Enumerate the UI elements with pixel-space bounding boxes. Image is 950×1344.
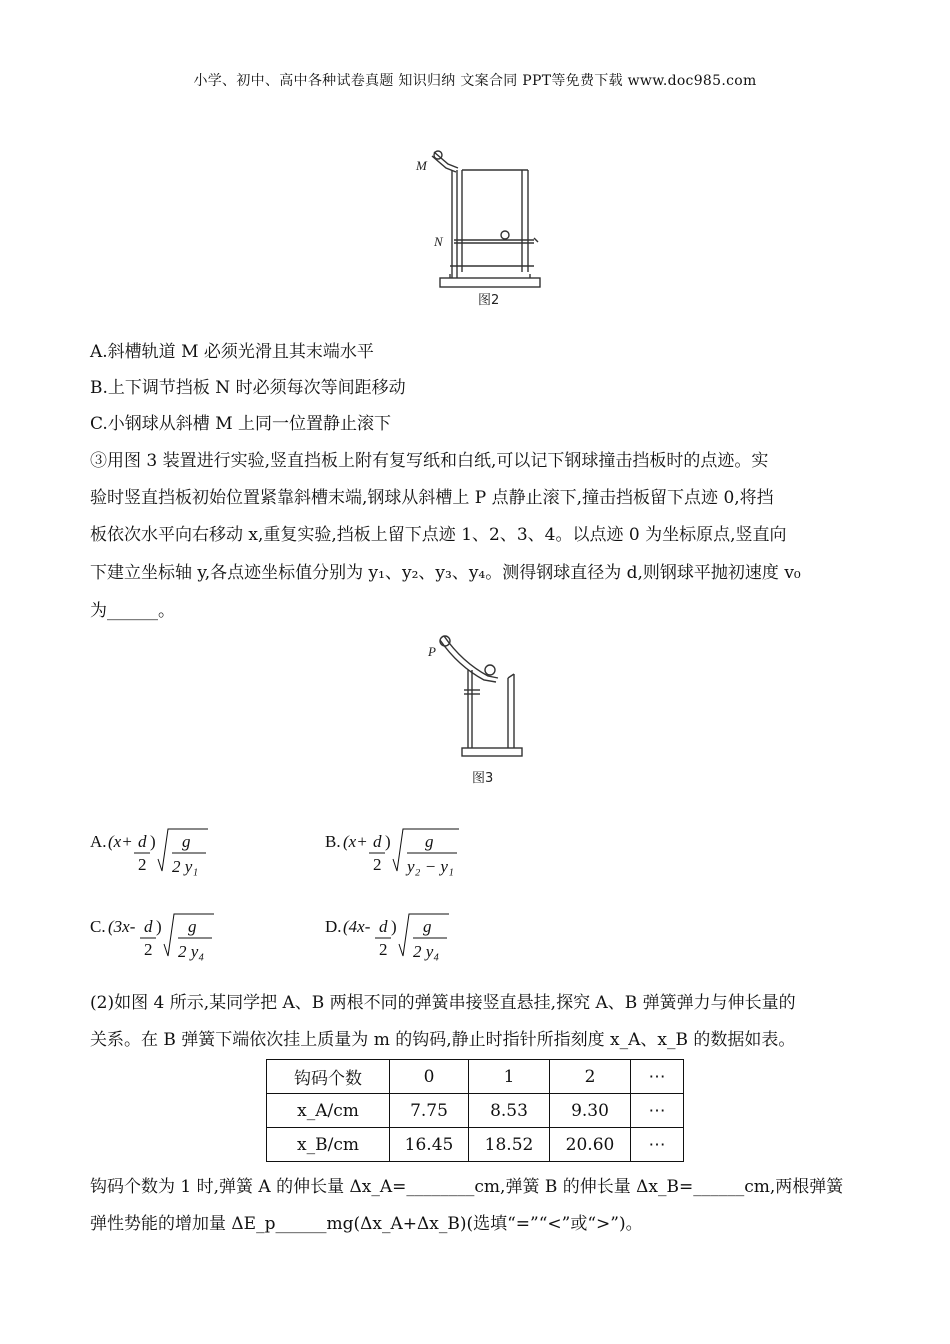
q3-line-5: 为______。: [90, 601, 175, 621]
option-3a-den: 2: [138, 855, 147, 874]
table-header-cell: ⋯: [631, 1060, 684, 1094]
table-cell: 16.45: [390, 1128, 469, 1162]
option-3d-rad-num: g: [423, 917, 432, 936]
option-3d-formula: [325, 910, 495, 966]
table-cell: 20.60: [550, 1128, 631, 1162]
option-2b: B.上下调节挡板 N 时必须每次等间距移动: [90, 378, 406, 398]
q3-line-1: ③用图 3 装置进行实验,竖直挡板上附有复写纸和白纸,可以记下钢球撞击挡板时的点迹。实: [90, 451, 769, 471]
option-3c-den: 2: [144, 940, 153, 959]
option-3c-formula: [90, 910, 260, 966]
option-3a-rad-num: g: [182, 832, 191, 851]
figure-3: [418, 630, 538, 765]
table-cell: 7.75: [390, 1094, 469, 1128]
option-3a-num: d: [138, 832, 147, 851]
figure-2: [410, 148, 560, 308]
option-3b-formula: [325, 825, 505, 881]
figure-2-drawing: [410, 148, 560, 308]
label-n: N: [434, 234, 443, 249]
table-row: [267, 1094, 684, 1128]
option-3b-close: ): [385, 832, 391, 851]
option-3a-formula: [90, 825, 250, 881]
table-row: [267, 1128, 684, 1162]
option-3d-letter: D.: [325, 917, 342, 936]
label-m: M: [416, 158, 427, 173]
table-cell: ⋯: [631, 1128, 684, 1162]
q3-line-2: 验时竖直挡板初始位置紧靠斜槽末端,钢球从斜槽上 P 点静止滚下,撞击挡板留下点迹 0,将挡: [90, 488, 774, 508]
q3-line-3: 板依次水平向右移动 x,重复实验,挡板上留下点迹 1、2、3、4。以点迹 0 为坐标原点,竖直向: [90, 525, 787, 545]
option-3d-rad-den: 2 y₄: [413, 942, 440, 961]
option-3c-close: ): [156, 917, 162, 936]
table-cell: 8.53: [469, 1094, 550, 1128]
option-3b-lead: (x+: [343, 832, 368, 851]
option-3c-num: d: [144, 917, 153, 936]
option-3c-rad-den: 2 y₄: [178, 942, 205, 961]
option-3d-num: d: [379, 917, 388, 936]
table-cell: 9.30: [550, 1094, 631, 1128]
table-header-cell: 2: [550, 1060, 631, 1094]
table-cell: x_B/cm: [267, 1128, 390, 1162]
option-3b-num: d: [373, 832, 382, 851]
option-3b-letter: B.: [325, 832, 341, 851]
option-3a-close: ): [150, 832, 156, 851]
figure-3-drawing: [418, 630, 538, 765]
option-2c: C.小钢球从斜槽 M 上同一位置静止滚下: [90, 414, 392, 434]
option-3b-rad-num: g: [425, 832, 434, 851]
table-cell: ⋯: [631, 1094, 684, 1128]
q3-line-4: 下建立坐标轴 y,各点迹坐标值分别为 y₁、y₂、y₃、y₄。测得钢球直径为 d,则钢球平抛初速度 v₀: [90, 563, 801, 583]
option-3a-rad-den: 2 y₁: [172, 857, 199, 876]
table-header-cell: 1: [469, 1060, 550, 1094]
part2-line-1: (2)如图 4 所示,某同学把 A、B 两根不同的弹簧串接竖直悬挂,探究 A、B 弹簧弹力与伸长量的: [90, 993, 796, 1013]
table-header-cell: 0: [390, 1060, 469, 1094]
figure-3-caption: 图3: [472, 771, 494, 786]
figure-2-caption: 图2: [478, 293, 500, 308]
part2-line-2: 关系。在 B 弹簧下端依次挂上质量为 m 的钩码,静止时指针所指刻度 x_A、x_B 的数据如表。: [90, 1030, 796, 1050]
option-3a-lead: (x+: [108, 832, 133, 851]
table-header-cell: 钩码个数: [267, 1060, 390, 1094]
option-3a: [90, 825, 250, 886]
table-header-row: [267, 1060, 684, 1094]
option-3a-letter: A.: [90, 832, 107, 851]
option-3b-rad-den: y₂ − y₁: [407, 857, 454, 876]
final-line-1: 钩码个数为 1 时,弹簧 A 的伸长量 Δx_A=________cm,弹簧 B 的伸长量 Δx_B=______cm,两根弹簧: [90, 1177, 844, 1197]
option-3d: [325, 910, 495, 971]
option-2a: A.斜槽轨道 M 必须光滑且其末端水平: [90, 342, 374, 362]
option-3c-lead: (3x-: [108, 917, 136, 936]
option-3b-den: 2: [373, 855, 382, 874]
table-cell: x_A/cm: [267, 1094, 390, 1128]
table-cell: 18.52: [469, 1128, 550, 1162]
label-p: P: [428, 644, 436, 659]
option-3b: [325, 825, 505, 886]
option-3d-lead: (4x-: [343, 917, 371, 936]
option-3c-rad-num: g: [188, 917, 197, 936]
option-3c-letter: C.: [90, 917, 106, 936]
option-3d-den: 2: [379, 940, 388, 959]
final-line-2: 弹性势能的增加量 ΔE_p______mg(Δx_A+Δx_B)(选填“=”“<”或“>”)。: [90, 1214, 643, 1234]
option-3d-close: ): [391, 917, 397, 936]
data-table: [266, 1059, 684, 1162]
page-header: 小学、初中、高中各种试卷真题 知识归纳 文案合同 PPT等免费下载 www.doc985.com: [193, 73, 757, 89]
option-3c: [90, 910, 260, 971]
